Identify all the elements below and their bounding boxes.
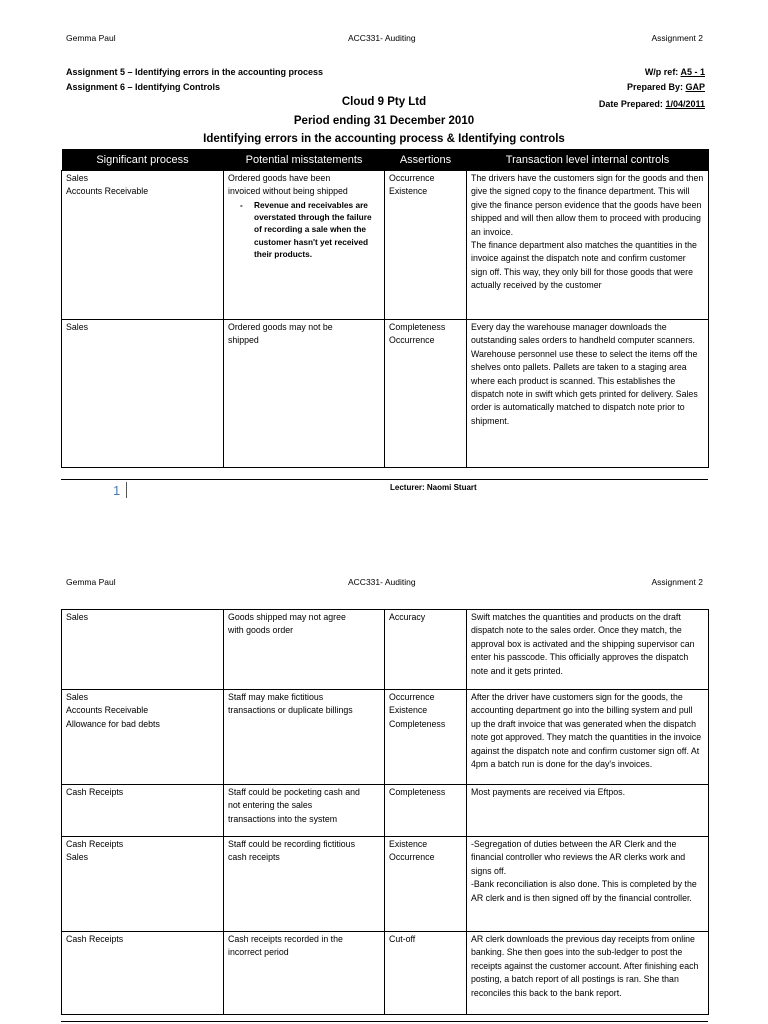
assertions-cell [385, 932, 467, 1015]
misstatement-text: Ordered goods have been [228, 173, 331, 183]
col-header-process: Significant process [62, 149, 224, 171]
assertion-text: Accuracy [389, 612, 426, 622]
wp-ref [645, 65, 705, 80]
assertion-text: Occurrence [389, 852, 435, 863]
process-text: Accounts Receivable [66, 705, 149, 716]
process-cell [62, 171, 224, 320]
period-title: Period ending 31 December 2010 [293, 115, 475, 127]
header-course: ACC331- Auditing [348, 577, 416, 587]
company-title: Cloud 9 Pty Ltd [341, 96, 427, 108]
footer-divider [61, 1021, 708, 1022]
misstatement-text: Staff could be recording fictitious [228, 839, 355, 849]
table-row [62, 690, 709, 785]
assignment-line-1: Assignment 5 – Identifying errors in the accounting process [66, 67, 324, 77]
assertions-cell [385, 610, 467, 690]
misstatement-text: transactions or duplicate billings [228, 705, 353, 716]
assertion-text: Cut-off [389, 934, 416, 944]
header-author: Gemma Paul [66, 33, 116, 43]
misstatement-text: Goods shipped may not agree [228, 612, 346, 622]
col-header-misstatements: Potential misstatements [224, 149, 385, 171]
controls-cell: AR clerk downloads the previous day receipts from online banking. She then goes into the sub-ledger to post the receipts against the customer account. After finishing each posting, a batch report of all postings is ran. She than reconciles this back to the bank report. [467, 932, 709, 1015]
misstatement-text: Cash receipts recorded in the [228, 934, 343, 944]
assertion-text: Completeness [389, 787, 446, 797]
header-assignment: Assignment 2 [651, 33, 703, 43]
assertions-cell [385, 690, 467, 785]
prepared-by [627, 80, 705, 95]
misstatement-text: with goods order [228, 625, 294, 636]
misstatement-text: Staff may make fictitious [228, 692, 324, 702]
table-row [62, 932, 709, 1015]
misstatement-cell [224, 690, 385, 785]
process-cell [62, 320, 224, 468]
assertions-cell [385, 171, 467, 320]
prepared-by-label: Prepared By: [626, 82, 683, 92]
process-text: Allowance for bad debts [66, 718, 160, 729]
misstatement-cell [224, 837, 385, 932]
process-text: Sales [66, 852, 89, 863]
misstatement-text: not entering the sales [228, 800, 313, 811]
misstatement-sublist [228, 199, 380, 260]
wp-ref-label: W/p ref: [644, 67, 679, 77]
assertion-text: Existence [389, 839, 428, 849]
assertion-text: Completeness [389, 322, 446, 332]
page-number: 1 [113, 483, 121, 498]
misstatement-cell [224, 320, 385, 468]
table-header-row [62, 149, 709, 171]
assertion-text: Completeness [389, 718, 446, 729]
controls-cell: Most payments are received via Eftpos. [467, 785, 709, 837]
process-text: Cash Receipts [66, 934, 124, 944]
header-assignment: Assignment 2 [651, 577, 703, 587]
process-cell [62, 932, 224, 1015]
process-text: Sales [66, 692, 89, 702]
misstatement-cell [224, 610, 385, 690]
misstatement-subitem: - Revenue and receivables are overstated through the failure of recording a sale when the customer hasn't yet received their products. [254, 199, 380, 260]
controls-cell: Swift matches the quantities and products on the draft dispatch note to the sales order. Once they match, the approval box is activated and the shipping supervisor can enter his passcode. This officially approves the dispatch note and it gets printed. [467, 610, 709, 690]
process-text: Cash Receipts [66, 787, 124, 797]
controls-cell: -Segregation of duties between the AR Clerk and the financial controller who reviews the AR clerks work and signs off. -Bank reconciliation is also done. This is completed by the AR clerk and is then signed off by the financial controller. [467, 837, 709, 932]
misstatement-text: Staff could be pocketing cash and [228, 787, 360, 797]
misstatement-text: Ordered goods may not be [228, 322, 333, 332]
controls-cell: Every day the warehouse manager downloads the outstanding sales orders to handheld computer scanners. Warehouse personnel use these to select the items off the shelves onto pallets. Pallets are taken to a staging area where each product is scanned. This establishes the dispatch note in swift which gets printed for delivery. Sales order is automatically matched to dispatch note prior to shipment. [467, 320, 709, 468]
misstatement-text: transactions into the system [228, 813, 338, 824]
controls-cell: The drivers have the customers sign for the goods and then give the signed copy to the finance department. This will give the finance person evidence that the goods have been shipped and will then allow them to proceed with producing an invoice. The finance department also matches the quantities in the invoice against the dispatch note and confirm customer sign off. This way, they only bill for those goods that were actually received by the customer [467, 171, 709, 320]
footer-divider [61, 479, 708, 480]
process-cell [62, 837, 224, 932]
table-row [62, 785, 709, 837]
header-author: Gemma Paul [66, 577, 116, 587]
assertions-cell [385, 837, 467, 932]
date-prepared-label: Date Prepared: [598, 99, 663, 109]
process-cell [62, 610, 224, 690]
misstatement-text: invoiced without being shipped [228, 186, 348, 197]
assertion-text: Occurrence [389, 692, 435, 702]
table-row [62, 837, 709, 932]
assertion-text: Occurrence [389, 335, 435, 346]
header-course: ACC331- Auditing [348, 33, 416, 43]
process-cell [62, 785, 224, 837]
page-number-bar [126, 482, 127, 498]
misstatement-cell [224, 932, 385, 1015]
controls-cell: After the driver have customers sign for the goods, the accounting department go into the billing system and pull up the draft invoice that was generated when the dispatch note got approved. They match the quantities in the invoice against the dispatch note and confirm customer sign off. At 4pm a batch run is done for the day's invoices. [467, 690, 709, 785]
wp-ref-value: A5 - 1 [680, 67, 705, 77]
misstatement-text: incorrect period [228, 947, 289, 958]
misstatement-cell [224, 785, 385, 837]
misstatement-text: shipped [228, 335, 259, 346]
assertion-text: Existence [389, 186, 428, 197]
assertions-cell [385, 785, 467, 837]
process-text: Accounts Receivable [66, 186, 149, 197]
process-text: Cash Receipts [66, 839, 124, 849]
table-row [62, 610, 709, 690]
process-text: Sales [66, 612, 89, 622]
col-header-assertions: Assertions [385, 149, 467, 171]
misstatement-cell [224, 171, 385, 320]
controls-table-page1 [61, 149, 709, 468]
misstatement-text: cash receipts [228, 852, 280, 863]
controls-table-page2 [61, 609, 709, 1015]
process-text: Sales [66, 322, 89, 332]
prepared-by-value: GAP [685, 82, 705, 92]
assertion-text: Existence [389, 705, 428, 716]
table-row [62, 171, 709, 320]
assertions-cell [385, 320, 467, 468]
date-prepared-value: 1/04/2011 [665, 99, 705, 109]
col-header-controls: Transaction level internal controls [467, 149, 709, 171]
assertion-text: Occurrence [389, 173, 435, 183]
document-title: Identifying errors in the accounting process & Identifying controls [203, 133, 565, 145]
footer-lecturer: Lecturer: Naomi Stuart [390, 483, 477, 492]
table-row [62, 320, 709, 468]
process-cell [62, 690, 224, 785]
process-text: Sales [66, 173, 89, 183]
assignment-line-2: Assignment 6 – Identifying Controls [66, 82, 221, 92]
